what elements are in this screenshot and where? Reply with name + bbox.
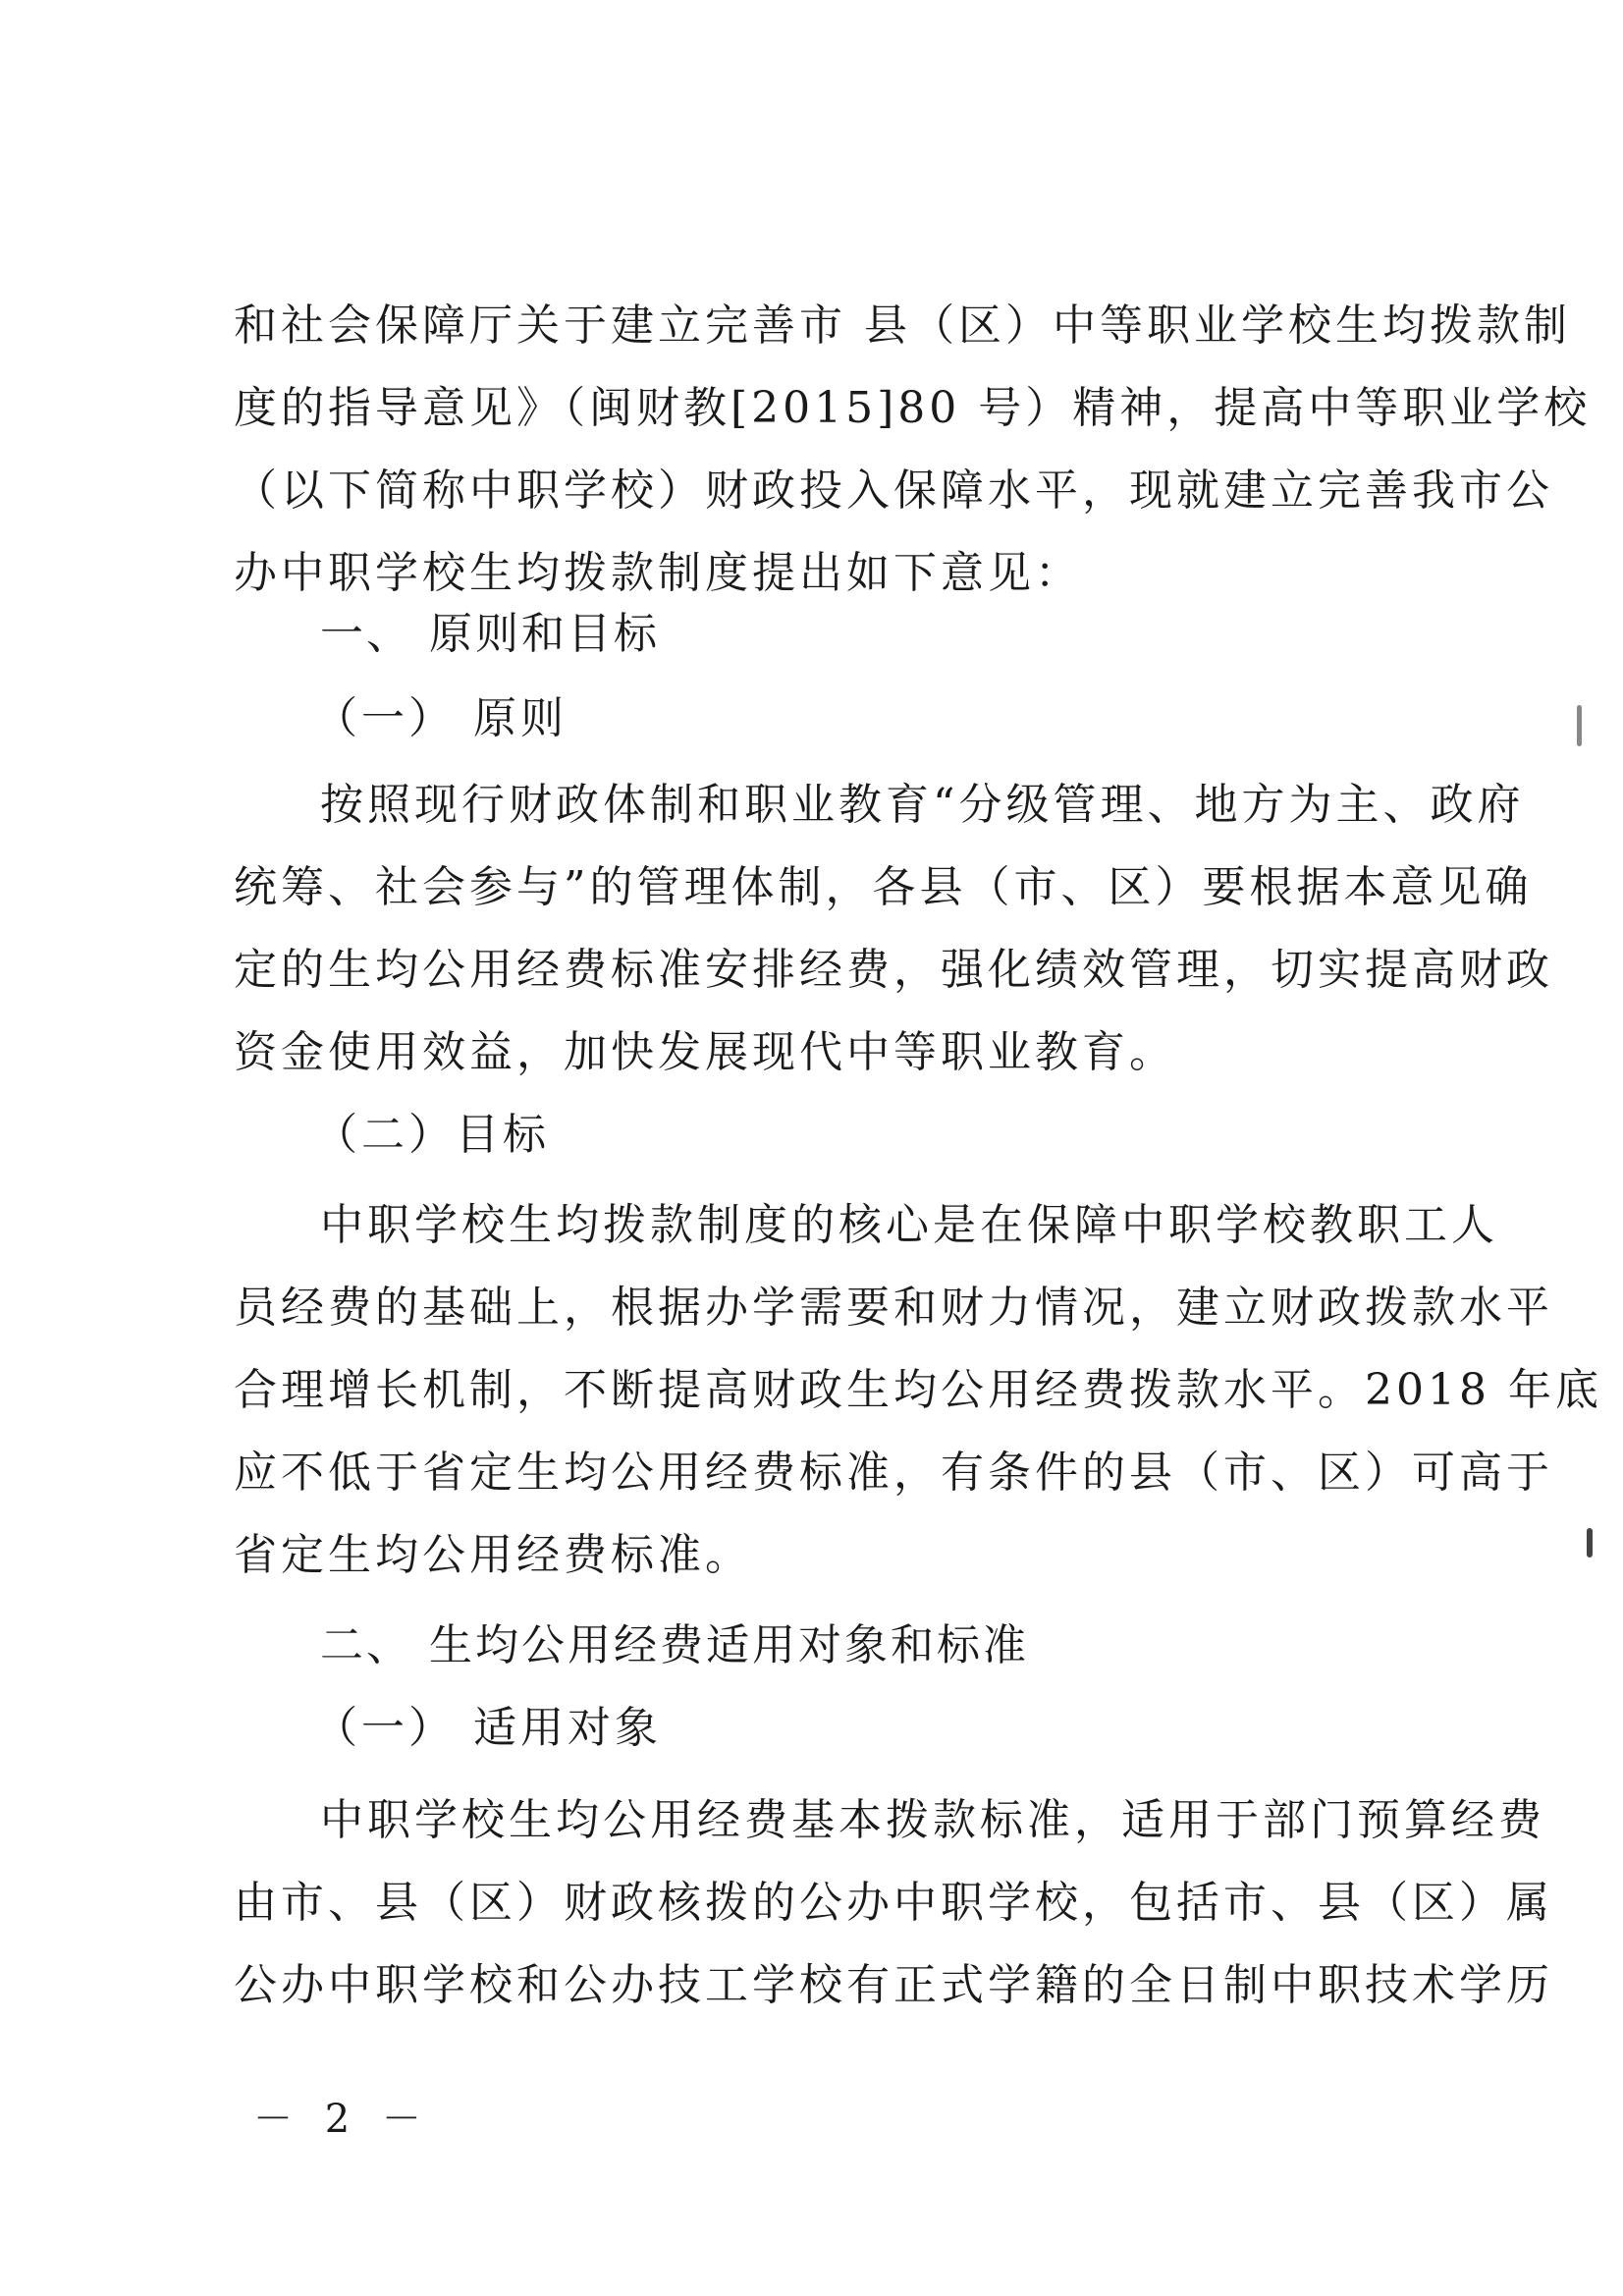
- principle-line-3: 定的生均公用经费标准安排经费，强化绩效管理，切实提高财政: [234, 945, 1553, 995]
- scope-line-1: 中职学校生均公用经费基本拨款标准，适用于部门预算经费: [320, 1795, 1545, 1845]
- section-heading-scope-standard: 二、 生均公用经费适用对象和标准: [320, 1620, 1029, 1670]
- principle-line-4: 资金使用效益，加快发展现代中等职业教育。: [234, 1027, 1176, 1077]
- intro-line-4: 办中职学校生均拨款制度提出如下意见：: [234, 548, 1082, 598]
- principle-line-1: 按照现行财政体制和职业教育“分级管理、地方为主、政府: [320, 780, 1525, 830]
- principle-line-2: 统筹、社会参与”的管理体制，各县（市、区）要根据本意见确: [234, 862, 1533, 912]
- intro-line-1: 和社会保障厅关于建立完善市 县（区）中等职业学校生均拨款制: [234, 301, 1571, 351]
- scope-line-2: 由市、县（区）财政核拨的公办中职学校，包括市、县（区）属: [234, 1878, 1553, 1928]
- page-number: － 2 －: [253, 2097, 431, 2142]
- subheading-scope: （一） 适用对象: [314, 1703, 662, 1753]
- section-heading-principles-goals: 一、 原则和目标: [320, 609, 660, 659]
- subheading-goal: （二）目标: [314, 1110, 550, 1160]
- goal-line-1: 中职学校生均拨款制度的核心是在保障中职学校教职工人: [320, 1200, 1498, 1250]
- subheading-principle: （一） 原则: [314, 693, 568, 743]
- goal-line-2: 员经费的基础上，根据办学需要和财力情况，建立财政拨款水平: [234, 1283, 1553, 1333]
- goal-line-3: 合理增长机制，不断提高财政生均公用经费拨款水平。2018 年底: [234, 1365, 1602, 1415]
- goal-line-4: 应不低于省定生均公用经费标准，有条件的县（市、区）可高于: [234, 1448, 1553, 1498]
- scan-artifact-mark: [1577, 705, 1582, 746]
- intro-line-3: （以下简称中职学校）财政投入保障水平，现就建立完善我市公: [234, 465, 1553, 516]
- scope-line-3: 公办中职学校和公办技工学校有正式学籍的全日制中职技术学历: [234, 1960, 1553, 2010]
- intro-line-2: 度的指导意见》（闽财教[2015]80 号）精神，提高中等职业学校: [234, 383, 1592, 433]
- scan-artifact-mark: [1587, 1528, 1593, 1558]
- goal-line-5: 省定生均公用经费标准。: [234, 1530, 752, 1580]
